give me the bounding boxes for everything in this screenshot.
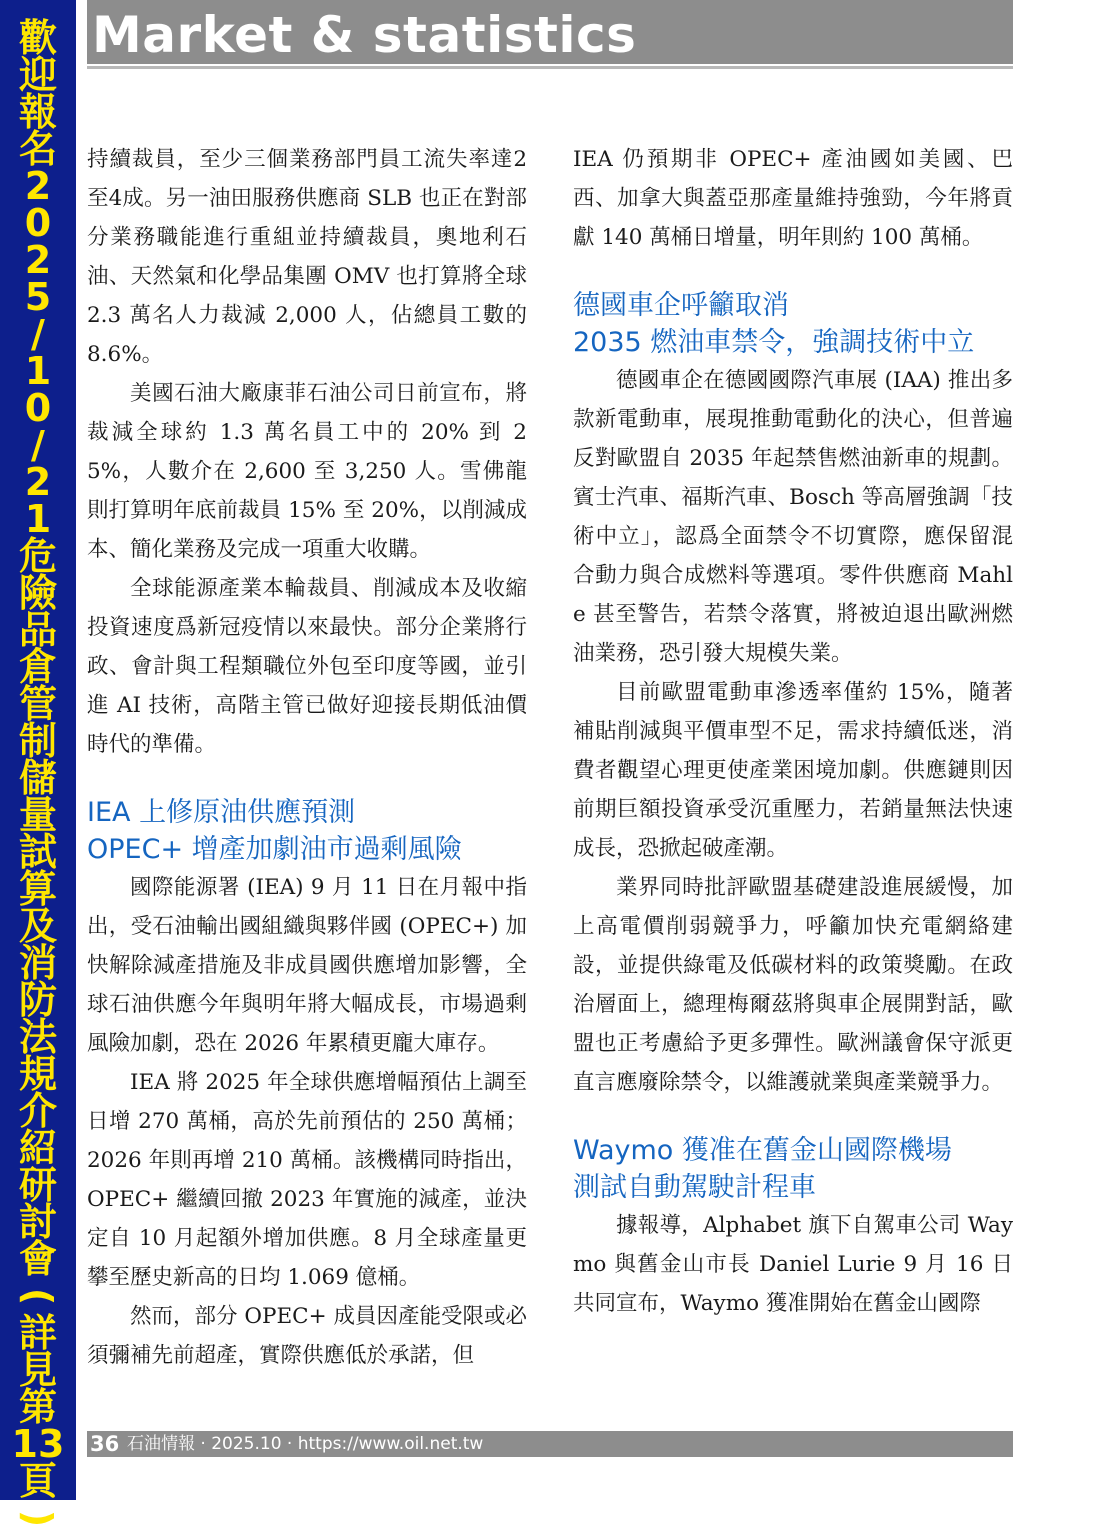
article-heading: [87, 794, 527, 868]
banner-char: 2: [24, 460, 52, 504]
banner-char: 5: [24, 275, 52, 319]
banner-char: 試: [18, 830, 57, 874]
paragraph: 國際能源署 (IEA) 9 月 11 日在月報中指出，受石油輸出國組織與夥伴國 (OPEC+) 加快解除減產措施及非成員國供應增加影響，全球石油供應今年與明年將大幅成長，市場過剩風險加劇，恐在 2026 年累積更龐大庫存。: [87, 875, 527, 1056]
banner-char: 第: [18, 1385, 57, 1429]
banner-char: 報: [18, 90, 57, 134]
banner-char: 紹: [18, 1126, 57, 1170]
banner-char: 2: [24, 238, 52, 282]
banner-char: 算: [18, 867, 57, 911]
banner-char: 13: [11, 1422, 65, 1466]
left-column: [87, 140, 527, 1375]
banner-char: 頁: [18, 1459, 57, 1503]
banner-char: 及: [18, 904, 57, 948]
banner-char: 法: [18, 1015, 57, 1059]
banner-char: 2: [24, 164, 52, 208]
banner-char: 0: [24, 201, 52, 245]
footer-publication-info: 石油情報 ‧ 2025.10 ‧ https://www.oil.net.tw: [127, 1434, 484, 1454]
header-divider: [87, 66, 1013, 69]
banner-char: 儲: [18, 756, 57, 800]
section-title: Market & statistics: [92, 6, 637, 64]
banner-char: 迎: [18, 53, 57, 97]
heading-line: 德國車企呼籲取消: [573, 290, 789, 321]
heading-line: Waymo 獲准在舊金山國際機場: [573, 1135, 952, 1166]
paragraph: 目前歐盟電動車滲透率僅約 15%，隨著補貼削減與平價車型不足，需求持續低迷，消費者觀望心理更使產業困境加劇。供應鏈則因前期巨額投資承受沉重壓力，若銷量無法快速成長，恐掀起破產潮。: [573, 680, 1013, 861]
paragraph: 全球能源產業本輪裁員、削減成本及收縮投資速度爲新冠疫情以來最快。部分企業將行政、會計與工程類職位外包至印度等國，並引進 AI 技術，高階主管已做好迎接長期低油價時代的準備。: [87, 576, 527, 757]
banner-char: 1: [24, 349, 52, 393]
banner-char: 會: [18, 1237, 57, 1281]
heading-line: OPEC+ 增產加劇油市過剩風險: [87, 834, 462, 865]
banner-char: 管: [18, 682, 57, 726]
banner-char: 見: [18, 1348, 57, 1392]
article-heading: [573, 287, 1013, 361]
paragraph: IEA 將 2025 年全球供應增幅預估上調至日增 270 萬桶，高於先前預估的 250 萬桶；2026 年則再增 210 萬桶。該機構同時指出，OPEC+ 繼續回撤 2023 年實施的減產，並決定自 10 月起額外增加供應。8 月全球產量更攀至歷史新高的日均 1.069 億桶。: [87, 1070, 527, 1290]
banner-char: /: [31, 312, 45, 356]
paragraph: 據報導，Alphabet 旗下自駕車公司 Waymo 與舊金山市長 Daniel Lurie 9 月 16 日共同宣布，Waymo 獲准開始在舊金山國際: [573, 1213, 1013, 1316]
banner-char: 量: [18, 793, 57, 837]
banner-char: 品: [18, 608, 57, 652]
right-column: [573, 140, 1013, 1323]
banner-char: 消: [18, 941, 57, 985]
banner-char: 介: [18, 1089, 57, 1133]
banner-char: (: [16, 1287, 61, 1306]
banner-char: 1: [24, 497, 52, 541]
banner-char: 討: [18, 1200, 57, 1244]
banner-char: /: [31, 423, 45, 467]
side-promo-text: [2, 16, 74, 1527]
banner-char: 制: [18, 719, 57, 763]
heading-line: 測試自動駕駛計程車: [573, 1172, 816, 1203]
banner-char: 名: [18, 127, 57, 171]
paragraph: 美國石油大廠康菲石油公司日前宣布，將裁減全球約 1.3 萬名員工中的 20% 到 25%，人數介在 2,600 至 3,250 人。雪佛龍則打算明年底前裁員 15% 至 20%，以削減成本、簡化業務及完成一項重大收購。: [87, 381, 527, 562]
paragraph: IEA 仍預期非 OPEC+ 產油國如美國、巴西、加拿大與蓋亞那產量維持強勁，今年將貢獻 140 萬桶日增量，明年則約 100 萬桶。: [573, 147, 1013, 250]
banner-char: 規: [18, 1052, 57, 1096]
paragraph: 然而，部分 OPEC+ 成員因產能受限或必須彌補先前超產，實際供應低於承諾，但: [87, 1304, 527, 1368]
heading-line: IEA 上修原油供應預測: [87, 797, 356, 828]
banner-char: 詳: [18, 1311, 57, 1355]
banner-char: 倉: [18, 645, 57, 689]
side-promo-banner: [0, 0, 76, 1527]
paragraph: 業界同時批評歐盟基礎建設進展緩慢，加上高電價削弱競爭力，呼籲加快充電網絡建設，並提供綠電及低碳材料的政策獎勵。在政治層面上，總理梅爾茲將與車企展開對話，歐盟也正考慮給予更多彈性。歐洲議會保守派更直言應廢除禁令，以維護就業與產業競爭力。: [573, 875, 1013, 1095]
banner-char: 危: [18, 534, 57, 578]
heading-line: 2035 燃油車禁令，強調技術中立: [573, 327, 975, 358]
article-heading: [573, 1132, 1013, 1206]
banner-char: 0: [24, 386, 52, 430]
banner-char: ): [16, 1509, 61, 1527]
paragraph: 德國車企在德國國際汽車展 (IAA) 推出多款新電動車，展現推動電動化的決心，但普遍反對歐盟自 2035 年起禁售燃油新車的規劃。賓士汽車、福斯汽車、Bosch 等高層強調「技術中立」，認爲全面禁令不切實際，應保留混合動力與合成燃料等選項。零件供應商 Mahle 甚至警告，若禁令落實，將被迫退出歐洲燃油業務，恐引發大規模失業。: [573, 368, 1013, 666]
banner-char: 防: [18, 978, 57, 1022]
paragraph: 持續裁員，至少三個業務部門員工流失率達2至4成。另一油田服務供應商 SLB 也正在對部分業務職能進行重組並持續裁員，奧地利石油、天然氣和化學品集團 OMV 也打算將全球 2.3 萬名人力裁減 2,000 人，佔總員工數的 8.6%。: [87, 147, 527, 367]
page-number: 36: [90, 1432, 120, 1456]
banner-char: 歡: [18, 16, 57, 60]
banner-char: 研: [18, 1163, 57, 1207]
banner-char: 險: [18, 571, 57, 615]
